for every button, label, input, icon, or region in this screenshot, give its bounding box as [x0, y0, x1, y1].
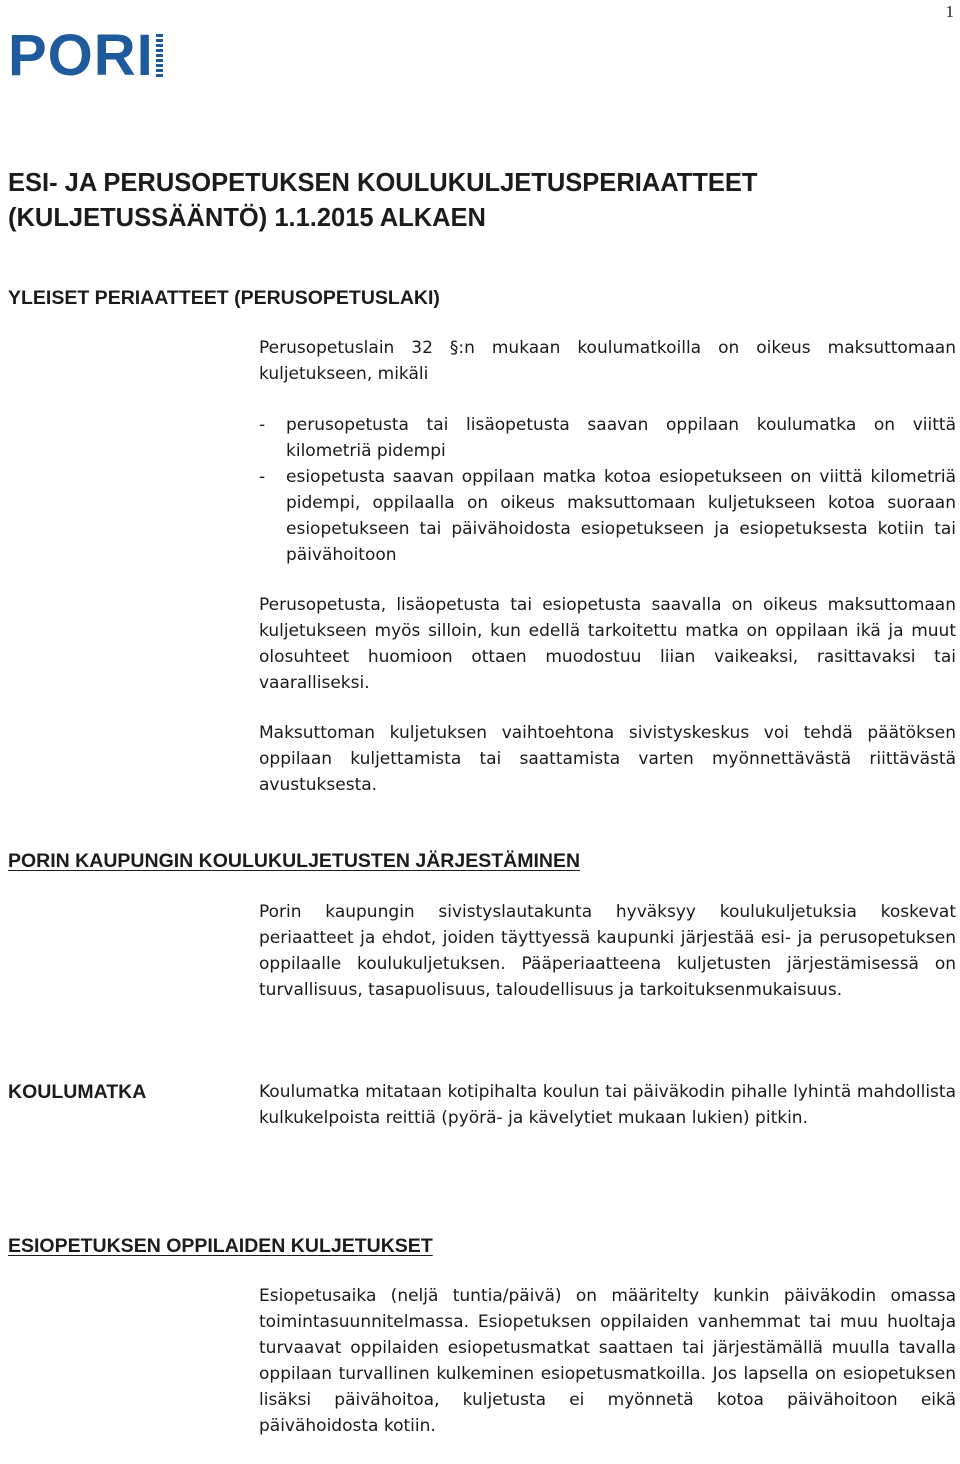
- logo-text: PORI: [8, 23, 154, 88]
- general-intro-paragraph: Perusopetuslain 32 §:n mukaan koulumatkoilla on oikeus maksuttomaan kuljetukseen, mikäli: [259, 338, 956, 384]
- organizing-heading: PORIN KAUPUNGIN KOULUKULJETUSTEN JÄRJESTÄMINEN: [8, 850, 581, 872]
- dash-bullet: -: [259, 415, 266, 435]
- preschool-heading: ESIOPETUKSEN OPPILAIDEN KULJETUKSET: [8, 1235, 433, 1257]
- preschool-paragraph: Esiopetusaika (neljä tuntia/päivä) on määritelty kunkin päiväkodin omassa toimintasuunnitelmassa. Esiopetuksen oppilaiden vanhemmat tai muu huoltaja turvaavat oppilaiden esiopetusmatkat saattaen tai järjestämällä muulla tavalla oppilaan turvallinen kulkeminen esiopetusmatkoilla. Jos lapsella on esiopetuksen lisäksi päivähoitoa, kuljetusta ei myönnetä kotoa päivähoitoon eikä päivähoidosta kotiin.: [259, 1286, 956, 1436]
- list-item: [259, 465, 956, 569]
- logo-bars: [156, 34, 163, 78]
- general-bullet-list: [259, 413, 956, 568]
- general-paragraph-3: Maksuttoman kuljetuksen vaihtoehtona sivistyskeskus voi tehdä päätöksen oppilaan kuljettamista tai saattamista varten myönnettävästä riittävästä avustuksesta.: [259, 723, 956, 795]
- dash-bullet: -: [259, 466, 266, 487]
- list-item-text: perusopetusta tai lisäopetusta saavan oppilaan koulumatka on viittä kilometriä pidempi: [286, 415, 956, 461]
- school-trip-paragraph: Koulumatka mitataan kotipihalta koulun tai päiväkodin pihalle lyhintä mahdollista kulkukelpoista reittiä (pyörä- ja kävelytiet mukaan lukien) pitkin.: [259, 1082, 956, 1128]
- general-principles-heading: YLEISET PERIAATTEET (PERUSOPETUSLAKI): [8, 287, 440, 309]
- title-line-2: (KULJETUSSÄÄNTÖ) 1.1.2015 ALKAEN: [8, 204, 486, 232]
- organizing-paragraph: Porin kaupungin sivistyslautakunta hyväksyy koulukuljetuksia koskevat periaatteet ja ehdot, joiden täyttyessä kaupunki järjestää esi- ja perusopetuksen oppilaalle koulukuljetuksen. Pääperiaatteena kuljetusten järjestämisessä on turvallisuus, tasapuolisuus, taloudellisuus ja tarkoituksenmukaisuus.: [259, 902, 956, 1000]
- page-number: 1: [945, 2, 954, 21]
- list-item-text: esiopetusta saavan oppilaan matka kotoa esiopetukseen on viittä kilometriä pidempi, oppilaalla on oikeus maksuttomaan kuljetukseen kotoa suoraan esiopetukseen tai päivähoidosta esiopetukseen ja esiopetuksesta kotiin tai päivähoitoon: [286, 466, 956, 565]
- document-title: [8, 166, 948, 236]
- pori-logo-icon: [8, 23, 163, 88]
- title-line-1: ESI- JA PERUSOPETUKSEN KOULUKULJETUSPERIAATTEET: [8, 169, 758, 197]
- school-trip-heading: KOULUMATKA: [8, 1081, 147, 1103]
- list-item: [259, 413, 956, 465]
- general-paragraph-2: Perusopetusta, lisäopetusta tai esiopetusta saavalla on oikeus maksuttomaan kuljetukseen myös silloin, kun edellä tarkoitettu matka on oppilaan ikä ja muut olosuhteet huomioon ottaen muodostuu liian vaikeaksi, rasittavaksi tai vaaralliseksi.: [259, 595, 956, 693]
